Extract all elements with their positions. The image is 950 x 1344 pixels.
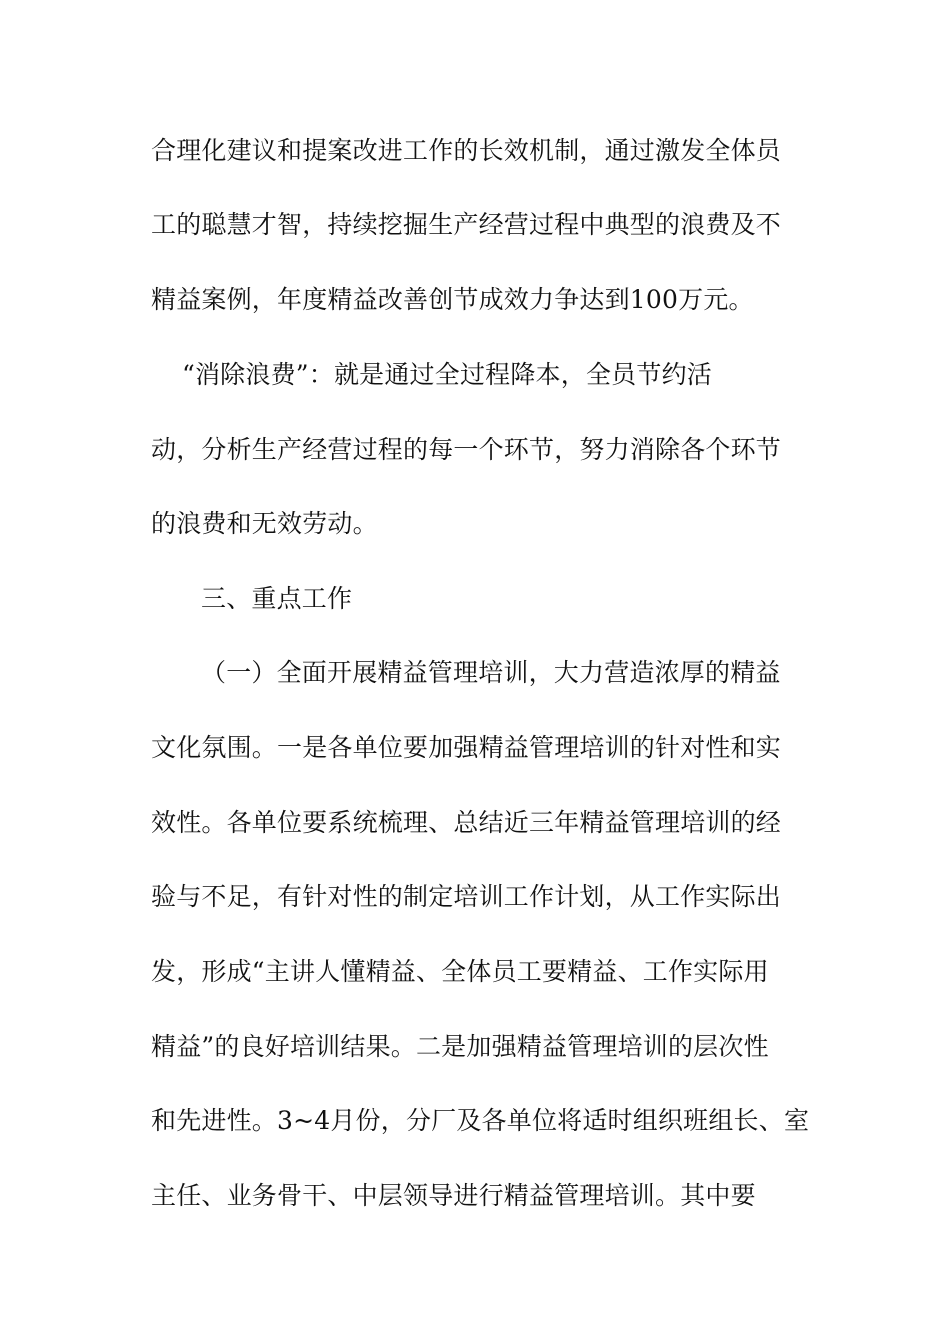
text-line: 效性。各单位要系统梳理、总结近三年精益管理培训的经	[151, 808, 782, 837]
text-line: 工的聪慧才智，持续挖掘生产经营过程中典型的浪费及不	[151, 210, 782, 239]
text-line: （一）全面开展精益管理培训，大力营造浓厚的精益	[201, 658, 781, 687]
text-line: 发，形成“主讲人懂精益、全体员工要精益、工作实际用	[151, 957, 769, 986]
text-line: “消除浪费”：就是通过全过程降本，全员节约活	[182, 360, 712, 389]
text-line: 精益案例，年度精益改善创节成效力争达到100万元。	[151, 285, 754, 314]
text-line: 验与不足，有针对性的制定培训工作计划，从工作实际出	[151, 882, 782, 911]
text-line: 合理化建议和提案改进工作的长效机制，通过激发全体员	[151, 136, 782, 165]
text-line: 的浪费和无效劳动。	[151, 509, 378, 538]
section-heading: 三、重点工作	[201, 584, 353, 613]
text-line: 主任、业务骨干、中层领导进行精益管理培训。其中要	[151, 1181, 756, 1210]
text-line: 动，分析生产经营过程的每一个环节，努力消除各个环节	[151, 435, 782, 464]
text-line: 文化氛围。一是各单位要加强精益管理培训的针对性和实	[151, 733, 782, 762]
text-line: 和先进性。3~4月份，分厂及各单位将适时组织班组长、室	[151, 1106, 810, 1135]
text-line: 精益”的良好培训结果。二是加强精益管理培训的层次性	[151, 1032, 769, 1061]
